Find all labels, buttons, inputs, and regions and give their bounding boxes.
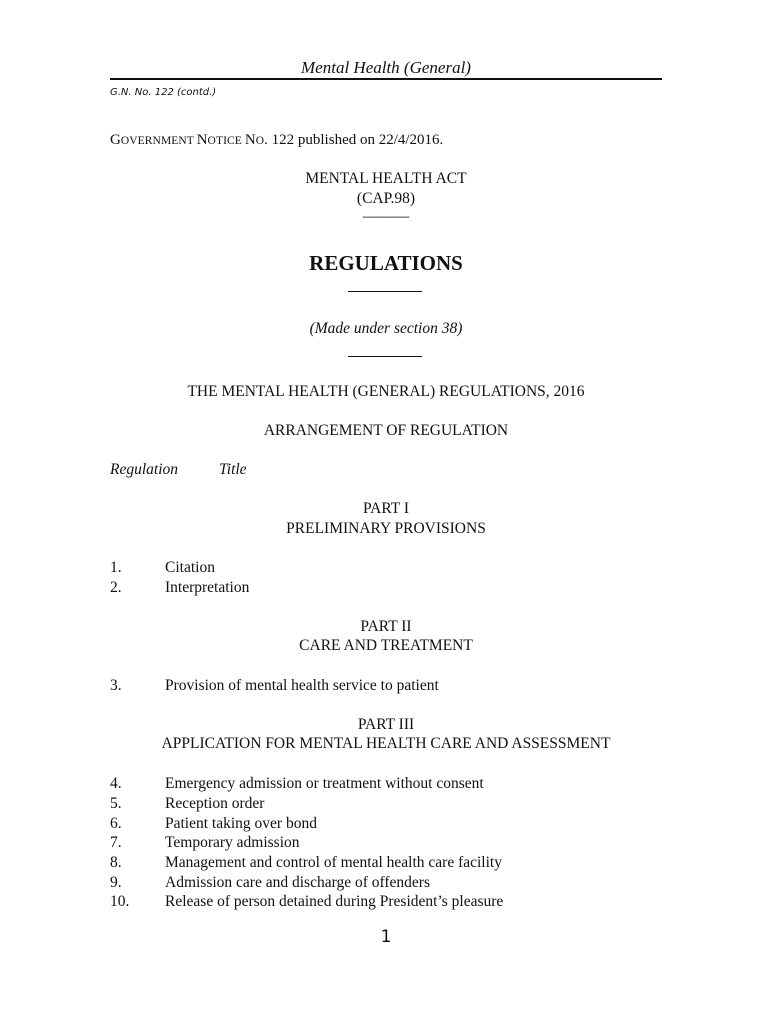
regulation-title: Management and control of mental health care facility: [165, 854, 502, 871]
part-label: PART III: [357, 716, 415, 733]
regulation-number: 9.: [110, 874, 122, 891]
notice-rest: . 122 published on 22/4/2016.: [264, 132, 444, 148]
made-under-rule: [348, 356, 422, 357]
part-heading: APPLICATION FOR MENTAL HEALTH CARE AND ASSESSMENT: [161, 735, 611, 752]
notice-otice: OTICE: [207, 135, 245, 147]
arrangement-heading: ARRANGEMENT OF REGULATION: [263, 422, 509, 439]
regulation-title: Interpretation: [165, 579, 250, 596]
regulation-number: 4.: [110, 775, 122, 792]
government-notice-line: [110, 130, 443, 151]
regulation-number: 3.: [110, 677, 122, 694]
regulation-number: 1.: [110, 559, 122, 576]
regulation-number: 8.: [110, 854, 122, 871]
regulation-title: Provision of mental health service to patient: [165, 677, 439, 694]
part-heading: PRELIMINARY PROVISIONS: [286, 520, 486, 537]
regulation-number: 6.: [110, 815, 122, 832]
notice-n: N: [196, 132, 208, 148]
part-heading: CARE AND TREATMENT: [299, 637, 473, 654]
regulation-title: Patient taking over bond: [165, 815, 317, 832]
act-name: MENTAL HEALTH ACT: [305, 170, 467, 187]
header-rule: [110, 78, 662, 80]
notice-g: G: [110, 132, 121, 148]
regulations-title: REGULATIONS: [309, 251, 463, 275]
regulation-title: Emergency admission or treatment without consent: [165, 775, 484, 792]
notice-overnment: OVERNMENT: [120, 135, 197, 147]
title-rule: [348, 291, 422, 292]
regulation-number: 2.: [110, 579, 122, 596]
column-title: Title: [219, 461, 247, 478]
running-title: Mental Health (General): [301, 58, 471, 77]
notice-no-n: N: [244, 132, 256, 148]
regulation-number: 10.: [110, 893, 130, 910]
act-cap: (CAP.98): [356, 190, 416, 207]
regulation-number: 5.: [110, 795, 122, 812]
regulation-title: Release of person detained during President’s pleasure: [165, 893, 504, 910]
page-number: 1: [380, 927, 392, 947]
regulations-full-title: THE MENTAL HEALTH (GENERAL) REGULATIONS, 2016: [187, 383, 585, 400]
regulation-title: Reception order: [165, 795, 265, 812]
regulation-number: 7.: [110, 834, 122, 851]
regulation-title: Citation: [165, 559, 215, 576]
act-dash: ———: [362, 208, 410, 225]
made-under-section: (Made under section 38): [309, 320, 463, 337]
gn-continued-label: G.N. No. 122 (contd.): [110, 87, 217, 98]
part-label: PART II: [360, 618, 412, 635]
regulation-title: Temporary admission: [165, 834, 300, 851]
regulation-title: Admission care and discharge of offenders: [165, 874, 430, 891]
notice-no-o: O: [255, 135, 265, 147]
part-label: PART I: [362, 500, 410, 517]
column-regulation: Regulation: [110, 461, 179, 478]
